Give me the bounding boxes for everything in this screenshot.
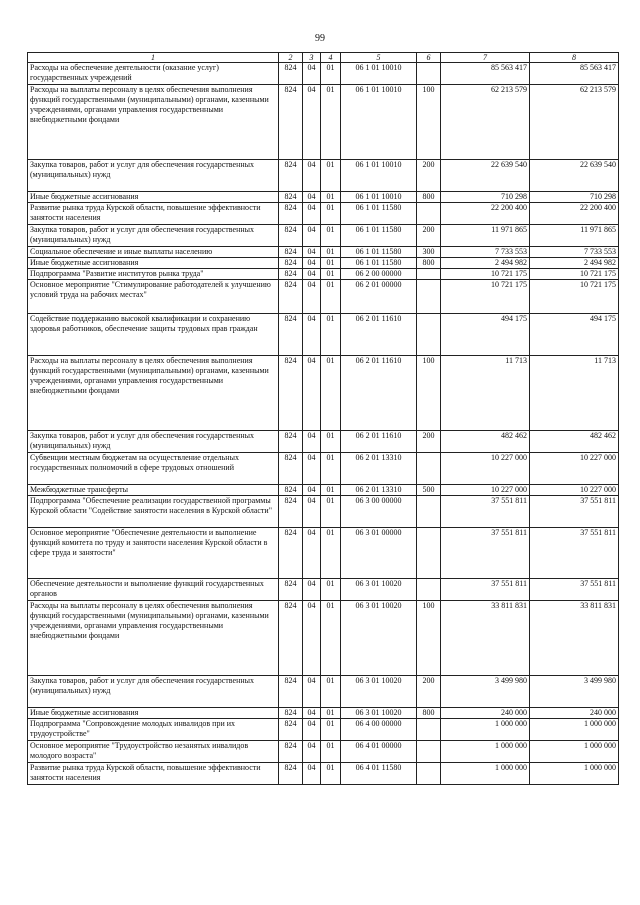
expense-type-cell: 300 <box>417 247 441 258</box>
section-cell: 04 <box>303 63 321 85</box>
amount-cell-7: 85 563 417 <box>441 63 530 85</box>
subsection-cell: 01 <box>321 63 341 85</box>
expense-type-cell <box>417 314 441 356</box>
expense-type-cell <box>417 741 441 763</box>
row-name-cell: Иные бюджетные ассигнования <box>28 708 279 719</box>
table-row <box>28 85 619 160</box>
target-article-cell: 06 1 01 11580 <box>341 203 417 225</box>
amount-cell-8: 10 227 000 <box>530 453 619 485</box>
subsection-cell: 01 <box>321 676 341 708</box>
target-article-cell: 06 1 01 10010 <box>341 63 417 85</box>
target-article-cell: 06 4 01 00000 <box>341 741 417 763</box>
expense-type-cell: 200 <box>417 676 441 708</box>
table-row <box>28 203 619 225</box>
section-cell: 04 <box>303 160 321 192</box>
amount-cell-8: 22 639 540 <box>530 160 619 192</box>
expense-type-cell: 100 <box>417 85 441 160</box>
subsection-cell: 01 <box>321 719 341 741</box>
expense-type-cell <box>417 280 441 314</box>
target-article-cell: 06 2 01 11610 <box>341 431 417 453</box>
target-article-cell: 06 3 01 10020 <box>341 579 417 601</box>
row-name-cell: Закупка товаров, работ и услуг для обеспечения государственных (муниципальных) нужд <box>28 225 279 247</box>
subsection-cell: 01 <box>321 763 341 785</box>
admin-code-cell: 824 <box>279 63 303 85</box>
amount-cell-7: 494 175 <box>441 314 530 356</box>
section-cell: 04 <box>303 247 321 258</box>
column-header: 4 <box>321 53 341 63</box>
admin-code-cell: 824 <box>279 258 303 269</box>
amount-cell-8: 11 713 <box>530 356 619 431</box>
table-row <box>28 453 619 485</box>
row-name-cell: Межбюджетные трансферты <box>28 485 279 496</box>
amount-cell-8: 37 551 811 <box>530 496 619 528</box>
table-row <box>28 485 619 496</box>
section-cell: 04 <box>303 601 321 676</box>
admin-code-cell: 824 <box>279 203 303 225</box>
table-row <box>28 528 619 579</box>
amount-cell-8: 1 000 000 <box>530 763 619 785</box>
amount-cell-7: 11 971 865 <box>441 225 530 247</box>
admin-code-cell: 824 <box>279 85 303 160</box>
page-number: 99 <box>315 33 325 44</box>
amount-cell-8: 482 462 <box>530 431 619 453</box>
amount-cell-8: 33 811 831 <box>530 601 619 676</box>
expense-type-cell: 100 <box>417 601 441 676</box>
expense-type-cell: 200 <box>417 225 441 247</box>
target-article-cell: 06 1 01 11580 <box>341 258 417 269</box>
admin-code-cell: 824 <box>279 676 303 708</box>
section-cell: 04 <box>303 192 321 203</box>
admin-code-cell: 824 <box>279 356 303 431</box>
table-row <box>28 356 619 431</box>
expense-type-cell: 800 <box>417 708 441 719</box>
expense-type-cell: 200 <box>417 431 441 453</box>
column-header: 8 <box>530 53 619 63</box>
target-article-cell: 06 1 01 10010 <box>341 85 417 160</box>
subsection-cell: 01 <box>321 160 341 192</box>
subsection-cell: 01 <box>321 528 341 579</box>
amount-cell-7: 22 200 400 <box>441 203 530 225</box>
row-name-cell: Основное мероприятие "Обеспечение деятельности и выполнение функций комитета по труду и занятости населения Курской области в сфере труда и занятости" <box>28 528 279 579</box>
amount-cell-8: 10 721 175 <box>530 280 619 314</box>
expense-type-cell <box>417 579 441 601</box>
row-name-cell: Расходы на выплаты персоналу в целях обеспечения выполнения функций государственными (муниципальными) органами, казенными учреждениями, органами управления государственными внебюджетными фондами <box>28 85 279 160</box>
table-row <box>28 763 619 785</box>
table-row <box>28 247 619 258</box>
target-article-cell: 06 1 01 10010 <box>341 192 417 203</box>
target-article-cell: 06 3 01 10020 <box>341 708 417 719</box>
section-cell: 04 <box>303 708 321 719</box>
table-row <box>28 496 619 528</box>
column-header: 5 <box>341 53 417 63</box>
target-article-cell: 06 2 00 00000 <box>341 269 417 280</box>
amount-cell-8: 22 200 400 <box>530 203 619 225</box>
amount-cell-7: 3 499 980 <box>441 676 530 708</box>
expense-type-cell: 500 <box>417 485 441 496</box>
admin-code-cell: 824 <box>279 496 303 528</box>
expense-type-cell <box>417 763 441 785</box>
amount-cell-7: 22 639 540 <box>441 160 530 192</box>
section-cell: 04 <box>303 719 321 741</box>
row-name-cell: Основное мероприятие "Стимулирование работодателей к улучшению условий труда на рабочих местах" <box>28 280 279 314</box>
table-row <box>28 258 619 269</box>
column-header: 7 <box>441 53 530 63</box>
amount-cell-7: 33 811 831 <box>441 601 530 676</box>
expense-type-cell: 200 <box>417 160 441 192</box>
amount-cell-7: 1 000 000 <box>441 719 530 741</box>
row-name-cell: Подпрограмма "Обеспечение реализации государственной программы Курской области "Содействие занятости населения в Курской области" <box>28 496 279 528</box>
amount-cell-7: 2 494 982 <box>441 258 530 269</box>
table-row <box>28 719 619 741</box>
amount-cell-8: 37 551 811 <box>530 579 619 601</box>
amount-cell-8: 11 971 865 <box>530 225 619 247</box>
expense-type-cell: 800 <box>417 258 441 269</box>
subsection-cell: 01 <box>321 269 341 280</box>
row-name-cell: Основное мероприятие "Трудоустройство незанятых инвалидов молодого возраста" <box>28 741 279 763</box>
table-row <box>28 708 619 719</box>
expense-type-cell <box>417 269 441 280</box>
amount-cell-8: 710 298 <box>530 192 619 203</box>
row-name-cell: Субвенции местным бюджетам на осуществление отдельных государственных полномочий в сфере трудовых отношений <box>28 453 279 485</box>
section-cell: 04 <box>303 85 321 160</box>
amount-cell-8: 7 733 553 <box>530 247 619 258</box>
row-name-cell: Развитие рынка труда Курской области, повышение эффективности занятости населения <box>28 203 279 225</box>
table-row <box>28 741 619 763</box>
amount-cell-7: 10 227 000 <box>441 453 530 485</box>
table-row <box>28 192 619 203</box>
amount-cell-7: 10 227 000 <box>441 485 530 496</box>
admin-code-cell: 824 <box>279 160 303 192</box>
row-name-cell: Развитие рынка труда Курской области, повышение эффективности занятости населения <box>28 763 279 785</box>
target-article-cell: 06 4 01 11580 <box>341 763 417 785</box>
row-name-cell: Закупка товаров, работ и услуг для обеспечения государственных (муниципальных) нужд <box>28 676 279 708</box>
amount-cell-7: 37 551 811 <box>441 496 530 528</box>
amount-cell-7: 482 462 <box>441 431 530 453</box>
section-cell: 04 <box>303 258 321 269</box>
expense-type-cell <box>417 719 441 741</box>
row-name-cell: Содействие поддержанию высокой квалификации и сохранению здоровья работников, обеспечение защиты трудовых прав граждан <box>28 314 279 356</box>
column-header: 3 <box>303 53 321 63</box>
row-name-cell: Закупка товаров, работ и услуг для обеспечения государственных (муниципальных) нужд <box>28 431 279 453</box>
subsection-cell: 01 <box>321 485 341 496</box>
admin-code-cell: 824 <box>279 528 303 579</box>
subsection-cell: 01 <box>321 356 341 431</box>
amount-cell-7: 1 000 000 <box>441 763 530 785</box>
row-name-cell: Социальное обеспечение и иные выплаты населению <box>28 247 279 258</box>
table-row <box>28 280 619 314</box>
target-article-cell: 06 1 01 11580 <box>341 247 417 258</box>
target-article-cell: 06 1 01 11580 <box>341 225 417 247</box>
subsection-cell: 01 <box>321 192 341 203</box>
table-row <box>28 601 619 676</box>
section-cell: 04 <box>303 763 321 785</box>
target-article-cell: 06 2 01 13310 <box>341 453 417 485</box>
expense-type-cell: 100 <box>417 356 441 431</box>
admin-code-cell: 824 <box>279 314 303 356</box>
subsection-cell: 01 <box>321 258 341 269</box>
amount-cell-8: 10 227 000 <box>530 485 619 496</box>
amount-cell-8: 1 000 000 <box>530 741 619 763</box>
admin-code-cell: 824 <box>279 225 303 247</box>
amount-cell-7: 710 298 <box>441 192 530 203</box>
subsection-cell: 01 <box>321 225 341 247</box>
amount-cell-7: 10 721 175 <box>441 269 530 280</box>
budget-table <box>27 52 619 785</box>
expense-type-cell <box>417 528 441 579</box>
amount-cell-8: 37 551 811 <box>530 528 619 579</box>
subsection-cell: 01 <box>321 453 341 485</box>
table-row <box>28 579 619 601</box>
table-row <box>28 431 619 453</box>
target-article-cell: 06 2 01 11610 <box>341 356 417 431</box>
section-cell: 04 <box>303 741 321 763</box>
row-name-cell: Расходы на обеспечение деятельности (оказание услуг) государственных учреждений <box>28 63 279 85</box>
amount-cell-8: 240 000 <box>530 708 619 719</box>
row-name-cell: Иные бюджетные ассигнования <box>28 258 279 269</box>
amount-cell-8: 85 563 417 <box>530 63 619 85</box>
amount-cell-8: 494 175 <box>530 314 619 356</box>
table-row <box>28 676 619 708</box>
amount-cell-7: 11 713 <box>441 356 530 431</box>
subsection-cell: 01 <box>321 431 341 453</box>
admin-code-cell: 824 <box>279 247 303 258</box>
admin-code-cell: 824 <box>279 431 303 453</box>
admin-code-cell: 824 <box>279 708 303 719</box>
admin-code-cell: 824 <box>279 485 303 496</box>
row-name-cell: Расходы на выплаты персоналу в целях обеспечения выполнения функций государственными (муниципальными) органами, казенными учреждениями, органами управления государственными внебюджетными фондами <box>28 601 279 676</box>
target-article-cell: 06 3 01 10020 <box>341 676 417 708</box>
amount-cell-7: 62 213 579 <box>441 85 530 160</box>
target-article-cell: 06 3 01 10020 <box>341 601 417 676</box>
subsection-cell: 01 <box>321 579 341 601</box>
target-article-cell: 06 3 00 00000 <box>341 496 417 528</box>
admin-code-cell: 824 <box>279 719 303 741</box>
row-name-cell: Расходы на выплаты персоналу в целях обеспечения выполнения функций государственными (муниципальными) органами, казенными учреждениями, органами управления государственными внебюджетными фондами <box>28 356 279 431</box>
subsection-cell: 01 <box>321 496 341 528</box>
target-article-cell: 06 2 01 11610 <box>341 314 417 356</box>
admin-code-cell: 824 <box>279 280 303 314</box>
section-cell: 04 <box>303 269 321 280</box>
section-cell: 04 <box>303 496 321 528</box>
column-header: 2 <box>279 53 303 63</box>
table-row <box>28 160 619 192</box>
subsection-cell: 01 <box>321 601 341 676</box>
amount-cell-8: 3 499 980 <box>530 676 619 708</box>
section-cell: 04 <box>303 676 321 708</box>
admin-code-cell: 824 <box>279 763 303 785</box>
section-cell: 04 <box>303 225 321 247</box>
amount-cell-7: 37 551 811 <box>441 528 530 579</box>
section-cell: 04 <box>303 579 321 601</box>
row-name-cell: Обеспечение деятельности и выполнение функций государственных органов <box>28 579 279 601</box>
target-article-cell: 06 3 01 00000 <box>341 528 417 579</box>
section-cell: 04 <box>303 528 321 579</box>
section-cell: 04 <box>303 280 321 314</box>
target-article-cell: 06 1 01 10010 <box>341 160 417 192</box>
section-cell: 04 <box>303 203 321 225</box>
subsection-cell: 01 <box>321 203 341 225</box>
column-header: 1 <box>28 53 279 63</box>
expense-type-cell <box>417 63 441 85</box>
section-cell: 04 <box>303 431 321 453</box>
amount-cell-8: 10 721 175 <box>530 269 619 280</box>
expense-type-cell <box>417 453 441 485</box>
expense-type-cell <box>417 203 441 225</box>
table-row <box>28 63 619 85</box>
admin-code-cell: 824 <box>279 741 303 763</box>
amount-cell-7: 240 000 <box>441 708 530 719</box>
section-cell: 04 <box>303 314 321 356</box>
subsection-cell: 01 <box>321 741 341 763</box>
amount-cell-8: 62 213 579 <box>530 85 619 160</box>
amount-cell-7: 10 721 175 <box>441 280 530 314</box>
amount-cell-7: 7 733 553 <box>441 247 530 258</box>
amount-cell-7: 1 000 000 <box>441 741 530 763</box>
admin-code-cell: 824 <box>279 601 303 676</box>
section-cell: 04 <box>303 453 321 485</box>
table-row <box>28 314 619 356</box>
subsection-cell: 01 <box>321 280 341 314</box>
section-cell: 04 <box>303 356 321 431</box>
table-row <box>28 225 619 247</box>
row-name-cell: Подпрограмма "Развитие институтов рынка труда" <box>28 269 279 280</box>
amount-cell-8: 2 494 982 <box>530 258 619 269</box>
target-article-cell: 06 2 01 00000 <box>341 280 417 314</box>
table-row <box>28 269 619 280</box>
amount-cell-7: 37 551 811 <box>441 579 530 601</box>
expense-type-cell <box>417 496 441 528</box>
target-article-cell: 06 4 00 00000 <box>341 719 417 741</box>
subsection-cell: 01 <box>321 85 341 160</box>
header-row <box>28 53 619 63</box>
section-cell: 04 <box>303 485 321 496</box>
subsection-cell: 01 <box>321 247 341 258</box>
subsection-cell: 01 <box>321 314 341 356</box>
admin-code-cell: 824 <box>279 579 303 601</box>
admin-code-cell: 824 <box>279 192 303 203</box>
row-name-cell: Закупка товаров, работ и услуг для обеспечения государственных (муниципальных) нужд <box>28 160 279 192</box>
target-article-cell: 06 2 01 13310 <box>341 485 417 496</box>
admin-code-cell: 824 <box>279 269 303 280</box>
column-header: 6 <box>417 53 441 63</box>
expense-type-cell: 800 <box>417 192 441 203</box>
admin-code-cell: 824 <box>279 453 303 485</box>
row-name-cell: Иные бюджетные ассигнования <box>28 192 279 203</box>
row-name-cell: Подпрограмма "Сопровождение молодых инвалидов при их трудоустройстве" <box>28 719 279 741</box>
amount-cell-8: 1 000 000 <box>530 719 619 741</box>
subsection-cell: 01 <box>321 708 341 719</box>
